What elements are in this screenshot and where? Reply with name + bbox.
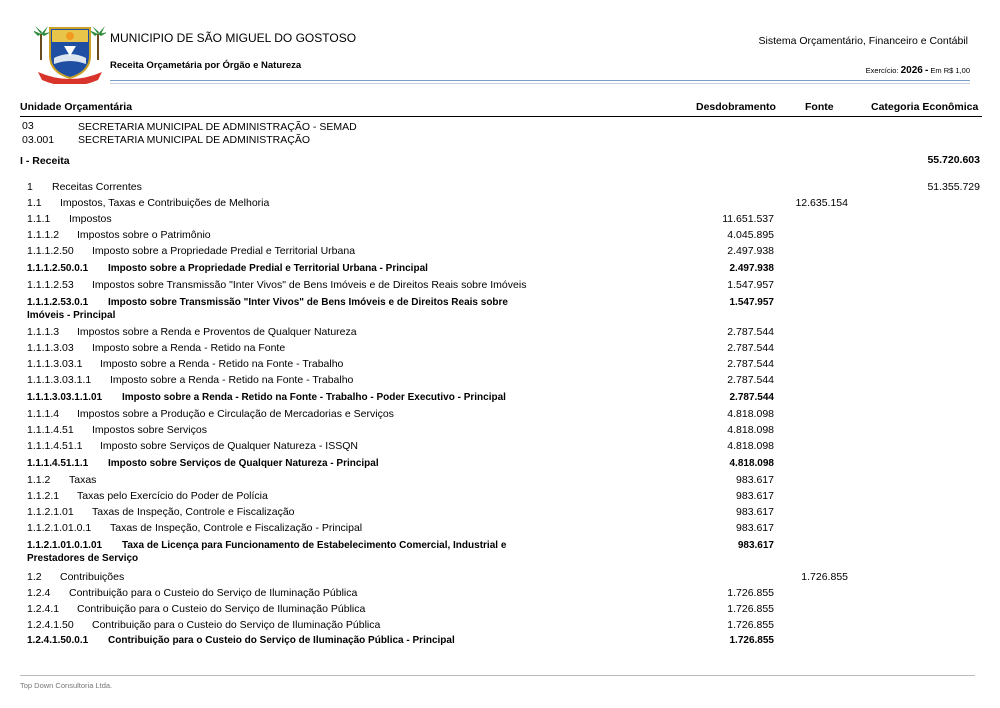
row-description: Impostos sobre o Patrimônio — [77, 229, 211, 241]
row-code: 1.1.1.2 — [27, 229, 60, 241]
row-breakdown-value: 1.547.957 — [727, 279, 774, 291]
row-code: 1.2.4.1 — [27, 603, 60, 615]
row-code: 1.1.1.3.03.1.1 — [27, 374, 92, 386]
unit-code: 03.001 — [22, 134, 55, 146]
row-description: Imposto sobre a Renda - Retido na Fonte — [92, 342, 286, 354]
row-description: Imposto sobre a Propriedade Predial e Territorial Urbana - Principal — [108, 263, 428, 274]
row-code: 1.1.1.4.51.1.1 — [27, 458, 89, 469]
row-code: 1.1.1.3.03.1 — [27, 358, 83, 370]
row-description: Impostos sobre a Produção e Circulação de Mercadorias e Serviços — [77, 408, 394, 420]
row-breakdown-value: 2.787.544 — [727, 374, 774, 386]
row-code: 1.1.1.3.03.1.1.01 — [27, 392, 103, 403]
row-breakdown-value: 4.818.098 — [727, 440, 774, 452]
header-rule-grey — [110, 83, 970, 84]
row-code: 1.1.1.4 — [27, 408, 60, 420]
row-code: 1.1.1.2.50.0.1 — [27, 263, 89, 274]
row-description: Imposto sobre a Renda - Retido na Fonte - Trabalho — [110, 374, 354, 386]
row-code: 1.1.2.1.01.0.1 — [27, 522, 92, 534]
row-breakdown-value: 1.547.957 — [729, 297, 774, 308]
row-code: 1.1.2.1.01.0.1.01 — [27, 540, 103, 551]
row-description: Impostos sobre Serviços — [92, 424, 207, 436]
row-breakdown-value: 2.787.544 — [729, 392, 774, 403]
palm-tree-left-icon — [34, 26, 51, 60]
row-breakdown-value: 1.726.855 — [727, 587, 774, 599]
row-description: Taxas de Inspeção, Controle e Fiscalização — [92, 506, 295, 518]
row-description-continued: Prestadores de Serviço — [27, 553, 139, 564]
row-breakdown-value: 983.617 — [736, 506, 774, 518]
section-total: 55.720.603 — [927, 154, 980, 166]
row-code: 1.1.1.4.51.1 — [27, 440, 83, 452]
footer-rule — [20, 675, 975, 676]
exercise-separator: - — [924, 65, 929, 76]
row-description: Imposto sobre Transmissão "Inter Vivos" de Bens Imóveis e de Direitos Reais sobre — [108, 297, 508, 308]
unit-name: SECRETARIA MUNICIPAL DE ADMINISTRAÇÃO — [78, 134, 311, 146]
row-source-value: 12.635.154 — [795, 197, 848, 209]
row-breakdown-value: 1.726.855 — [729, 635, 774, 646]
unit-code: 03 — [22, 120, 34, 132]
row-description: Taxas pelo Exercício do Poder de Polícia — [77, 490, 268, 502]
row-breakdown-value: 4.818.098 — [727, 408, 774, 420]
row-breakdown-value: 1.726.855 — [727, 603, 774, 615]
row-breakdown-value: 4.818.098 — [729, 458, 774, 469]
row-code: 1 — [27, 181, 33, 193]
row-code: 1.1.2.1.01 — [27, 506, 74, 518]
row-breakdown-value: 4.045.895 — [727, 229, 774, 241]
column-header-source: Fonte — [805, 101, 834, 113]
row-description: Contribuição para o Custeio do Serviço de Iluminação Pública — [77, 603, 366, 615]
row-description: Imposto sobre a Renda - Retido na Fonte - Trabalho — [100, 358, 344, 370]
row-breakdown-value: 2.787.544 — [727, 342, 774, 354]
row-code: 1.1.2 — [27, 474, 51, 486]
section-label: I - Receita — [20, 155, 70, 167]
row-breakdown-value: 2.787.544 — [727, 358, 774, 370]
column-header-rule — [20, 116, 982, 117]
report-title: Receita Orçametária por Órgão e Natureza — [110, 60, 302, 71]
row-description: Imposto sobre a Renda - Retido na Fonte - Trabalho - Poder Executivo - Principal — [122, 392, 506, 403]
row-code: 1.1 — [27, 197, 42, 209]
row-code: 1.1.1.2.50 — [27, 245, 74, 257]
row-description: Taxa de Licença para Funcionamento de Estabelecimento Comercial, Industrial e — [122, 540, 507, 551]
row-description: Taxas — [69, 474, 97, 486]
palm-tree-right-icon — [89, 26, 106, 60]
row-code: 1.1.1.3.03 — [27, 342, 74, 354]
row-description: Taxas de Inspeção, Controle e Fiscalização - Principal — [110, 522, 363, 534]
row-category-value: 51.355.729 — [927, 181, 980, 193]
row-code: 1.1.2.1 — [27, 490, 60, 502]
row-breakdown-value: 983.617 — [736, 522, 774, 534]
row-code: 1.2 — [27, 571, 42, 583]
row-description: Contribuição para o Custeio do Serviço de Iluminação Pública — [92, 619, 381, 631]
row-breakdown-value: 983.617 — [736, 490, 774, 502]
row-source-value: 1.726.855 — [801, 571, 848, 583]
exercise-year: 2026 — [900, 65, 923, 76]
row-breakdown-value: 2.497.938 — [727, 245, 774, 257]
system-name: Sistema Orçamentário, Financeiro e Contábil — [758, 35, 968, 47]
row-code: 1.1.1.4.51 — [27, 424, 74, 436]
currency-note: Em R$ 1,00 — [930, 66, 970, 75]
row-code: 1.1.1.3 — [27, 326, 60, 338]
row-breakdown-value: 2.787.544 — [727, 326, 774, 338]
column-header-breakdown: Desdobramento — [696, 101, 776, 113]
row-breakdown-value: 4.818.098 — [727, 424, 774, 436]
footer-company: Top Down Consultoria Ltda. — [20, 681, 113, 690]
row-code: 1.2.4.1.50 — [27, 619, 74, 631]
row-description-continued: Imóveis - Principal — [27, 310, 116, 321]
row-code: 1.1.1 — [27, 213, 51, 225]
row-description: Imposto sobre a Propriedade Predial e Territorial Urbana — [92, 245, 356, 257]
municipal-crest-logo — [34, 22, 106, 84]
row-description: Impostos — [69, 213, 112, 225]
header-rule-blue — [110, 80, 970, 81]
row-breakdown-value: 1.726.855 — [727, 619, 774, 631]
row-code: 1.1.1.2.53.0.1 — [27, 297, 89, 308]
row-code: 1.2.4.1.50.0.1 — [27, 635, 89, 646]
column-header-category: Categoria Econômica — [871, 101, 979, 113]
column-header-unit: Unidade Orçamentária — [20, 101, 133, 113]
row-description: Receitas Correntes — [52, 181, 142, 193]
row-breakdown-value: 983.617 — [737, 540, 774, 551]
unit-name: SECRETARIA MUNICIPAL DE ADMINISTRAÇÃO - SEMAD — [78, 121, 357, 133]
municipality-name: MUNICIPIO DE SÃO MIGUEL DO GOSTOSO — [110, 31, 357, 45]
row-breakdown-value: 2.497.938 — [729, 263, 774, 274]
row-description: Contribuição para o Custeio do Serviço de Iluminação Pública — [69, 587, 358, 599]
row-code: 1.1.1.2.53 — [27, 279, 74, 291]
row-breakdown-value: 983.617 — [736, 474, 774, 486]
row-description: Impostos, Taxas e Contribuições de Melhoria — [60, 197, 270, 209]
row-breakdown-value: 11.651.537 — [722, 213, 774, 225]
row-code: 1.2.4 — [27, 587, 51, 599]
row-description: Imposto sobre Serviços de Qualquer Natureza - ISSQN — [100, 440, 358, 452]
row-description: Contribuições — [60, 571, 125, 583]
exercise-info — [866, 65, 970, 76]
exercise-label: Exercício: — [865, 66, 899, 75]
row-description: Impostos sobre a Renda e Proventos de Qualquer Natureza — [77, 326, 357, 338]
row-description: Impostos sobre Transmissão "Inter Vivos" de Bens Imóveis e de Direitos Reais sobre Imóveis — [92, 279, 527, 291]
row-description: Contribuição para o Custeio do Serviço de Iluminação Pública - Principal — [108, 635, 455, 646]
row-description: Imposto sobre Serviços de Qualquer Natureza - Principal — [108, 458, 379, 469]
